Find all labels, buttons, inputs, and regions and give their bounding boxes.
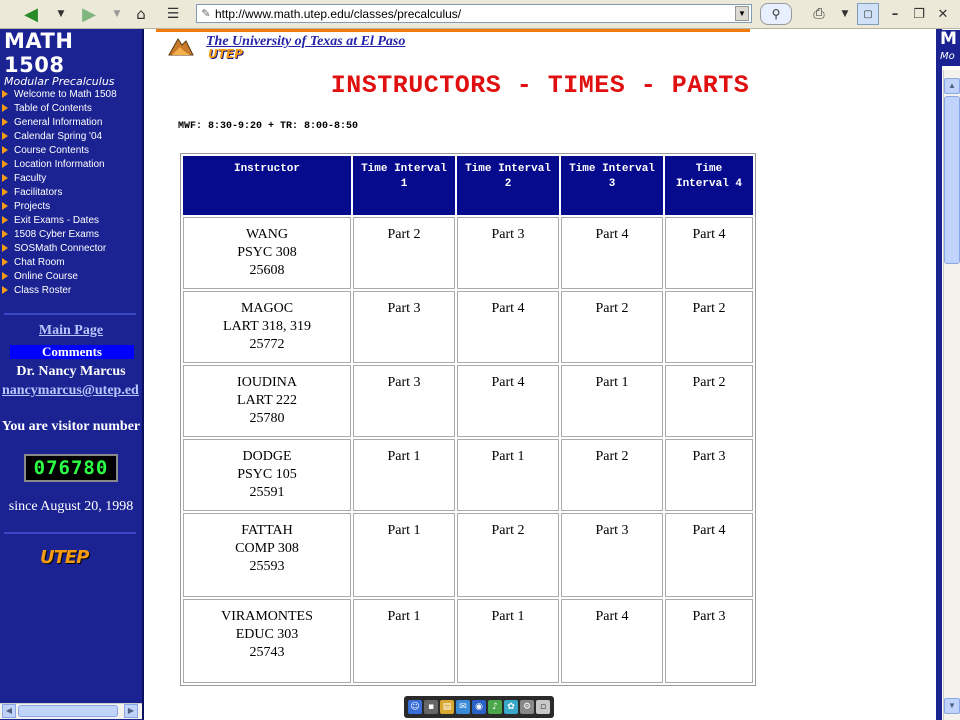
university-name[interactable]: The University of Texas at El Paso <box>206 34 406 49</box>
sidebar-nav-label: Exit Exams - Dates <box>14 214 100 226</box>
nav-arrow-icon <box>2 272 8 280</box>
scroll-thumb[interactable] <box>944 96 960 264</box>
part-cell-interval-2: Part 4 <box>457 291 559 363</box>
sidebar-nav-label: Class Roster <box>14 284 72 296</box>
table-row <box>183 217 753 289</box>
instructor-room: COMP 308 <box>235 541 299 556</box>
part-cell-interval-4: Part 2 <box>665 291 753 363</box>
part-cell-interval-4: Part 4 <box>665 513 753 597</box>
instructor-cell <box>183 365 351 437</box>
trash-icon[interactable]: ▫ <box>536 700 550 714</box>
instructor-name: VIRAMONTES <box>221 609 313 624</box>
part-cell-interval-4: Part 3 <box>665 439 753 511</box>
instructor-code: 25772 <box>249 337 285 352</box>
sidebar-nav-item[interactable] <box>2 269 142 283</box>
restore-icon[interactable]: ❐ <box>913 6 925 22</box>
table-row <box>183 439 753 511</box>
search-icon[interactable]: ⚲ <box>760 3 792 25</box>
part-cell-interval-1: Part 1 <box>353 439 455 511</box>
settings-icon[interactable]: ⚙ <box>520 700 534 714</box>
sidebar-nav-label: Table of Contents <box>14 102 92 114</box>
part-cell-interval-1: Part 2 <box>353 217 455 289</box>
sidebar-nav-label: Chat Room <box>14 256 65 268</box>
sidebar-nav-label: Facilitators <box>14 186 63 198</box>
sidebar-nav-item[interactable] <box>2 199 142 213</box>
table-row <box>183 599 753 683</box>
nav-arrow-icon <box>2 90 8 98</box>
main-content <box>144 29 936 720</box>
browser-icon[interactable]: ◉ <box>472 700 486 714</box>
sidebar-nav-item[interactable] <box>2 171 142 185</box>
part-cell-interval-2: Part 2 <box>457 513 559 597</box>
sidebar-nav-label: General Information <box>14 116 103 128</box>
instructor-cell <box>183 291 351 363</box>
page-icon: ✎ <box>201 7 211 20</box>
scroll-down-icon[interactable]: ▼ <box>944 698 960 714</box>
part-cell-interval-3: Part 3 <box>561 513 663 597</box>
nav-arrow-icon <box>2 202 8 210</box>
instructor-name: WANG <box>246 227 288 242</box>
part-cell-interval-3: Part 4 <box>561 599 663 683</box>
nav-arrow-icon <box>2 244 8 252</box>
author-name: Dr. Nancy Marcus <box>16 364 126 379</box>
nav-arrow-icon <box>2 118 8 126</box>
utep-wordmark: UTEP <box>208 47 243 61</box>
nav-arrow-icon <box>2 104 8 112</box>
part-cell-interval-1: Part 1 <box>353 599 455 683</box>
browser-toolbar <box>0 0 960 29</box>
sidebar-nav-item[interactable] <box>2 241 142 255</box>
home-icon[interactable]: ⌂ <box>136 5 146 23</box>
sidebar-nav-item[interactable] <box>2 157 142 171</box>
table-row <box>183 365 753 437</box>
print-icon[interactable]: ⎙ <box>813 6 825 22</box>
mail-icon[interactable]: ✉ <box>456 700 470 714</box>
sidebar-nav <box>2 87 142 297</box>
sidebar-nav-label: SOSMath Connector <box>14 242 107 254</box>
photo-icon[interactable]: ✿ <box>504 700 518 714</box>
sidebar-nav-label: Location Information <box>14 158 105 170</box>
scroll-up-icon[interactable]: ▲ <box>944 78 960 94</box>
address-bar[interactable] <box>196 4 752 23</box>
instructor-cell <box>183 217 351 289</box>
folder-icon[interactable]: ▤ <box>440 700 454 714</box>
sidebar-nav-item[interactable] <box>2 129 142 143</box>
instructor-name: MAGOC <box>240 301 294 316</box>
course-logo <box>4 29 140 87</box>
instructor-room: LART 222 <box>237 393 297 408</box>
finder-icon[interactable]: ☺ <box>408 700 422 714</box>
sidebar-nav-item[interactable] <box>2 101 142 115</box>
right-logo-title: M <box>940 30 957 49</box>
address-text[interactable]: http://www.math.utep.edu/classes/precalculus/ <box>215 6 462 21</box>
sidebar-nav-item[interactable] <box>2 213 142 227</box>
instructor-name: DODGE <box>242 449 292 464</box>
sidebar-nav-label: 1508 Cyber Exams <box>14 228 100 240</box>
right-frame-logo <box>940 30 960 66</box>
part-cell-interval-3: Part 2 <box>561 439 663 511</box>
instructor-code: 25743 <box>249 645 285 660</box>
sidebar-horizontal-scrollbar[interactable] <box>0 703 142 719</box>
instructor-room: PSYC 308 <box>237 245 297 260</box>
nav-arrow-icon <box>2 230 8 238</box>
main-page-link[interactable]: Main Page <box>38 323 104 338</box>
nav-arrow-icon <box>2 174 8 182</box>
instructor-name: FATTAH <box>241 523 293 538</box>
sidebar-toggle-icon[interactable]: ▢ <box>857 3 879 25</box>
sidebar-nav-label: Projects <box>14 200 51 212</box>
divider <box>4 313 136 315</box>
part-cell-interval-2: Part 4 <box>457 365 559 437</box>
music-icon[interactable]: ♪ <box>488 700 502 714</box>
address-dropdown-icon[interactable]: ▼ <box>735 6 749 21</box>
table-row <box>183 291 753 363</box>
scroll-left-icon[interactable]: ◀ <box>2 704 16 718</box>
part-cell-interval-3: Part 4 <box>561 217 663 289</box>
sidebar-nav-label: Course Contents <box>14 144 90 156</box>
sidebar-nav-item[interactable] <box>2 143 142 157</box>
utep-seal-icon <box>166 35 196 61</box>
nav-arrow-icon <box>2 160 8 168</box>
nav-arrow-icon <box>2 188 8 196</box>
part-cell-interval-4: Part 3 <box>665 599 753 683</box>
instructor-code: 25608 <box>249 263 285 278</box>
visitor-text: You are visitor number <box>1 419 141 434</box>
instructor-code: 25780 <box>249 411 285 426</box>
part-cell-interval-3: Part 2 <box>561 291 663 363</box>
header-rule <box>156 29 750 32</box>
part-cell-interval-3: Part 1 <box>561 365 663 437</box>
sidebar-nav-label: Faculty <box>14 172 47 184</box>
visitor-counter: 076780 <box>24 454 118 482</box>
header-instructor: Instructor <box>183 156 351 215</box>
scroll-thumb[interactable] <box>18 705 118 717</box>
right-frame <box>936 29 942 720</box>
table-row <box>183 513 753 597</box>
close-icon[interactable]: ✕ <box>937 6 949 22</box>
instructor-name: IOUDINA <box>237 375 297 390</box>
part-cell-interval-1: Part 1 <box>353 513 455 597</box>
schedule-text: MWF: 8:30-9:20 + TR: 8:00-8:50 <box>178 121 359 132</box>
sidebar-nav-item[interactable] <box>2 87 142 101</box>
nav-arrow-icon <box>2 258 8 266</box>
sidebar-nav-label: Welcome to Math 1508 <box>14 88 117 100</box>
minimize-icon[interactable]: – <box>891 6 899 22</box>
instructor-cell <box>183 599 351 683</box>
vertical-scrollbar[interactable] <box>943 70 960 720</box>
since-text: since August 20, 1998 <box>8 499 134 514</box>
author-email-link[interactable]: nancymarcus@utep.ed <box>2 383 139 398</box>
part-cell-interval-2: Part 1 <box>457 439 559 511</box>
table-header-row <box>183 156 753 215</box>
table-body <box>183 217 753 683</box>
part-cell-interval-2: Part 3 <box>457 217 559 289</box>
part-cell-interval-2: Part 1 <box>457 599 559 683</box>
sidebar-nav-item[interactable] <box>2 185 142 199</box>
instructor-code: 25591 <box>249 485 285 500</box>
nav-arrow-icon <box>2 146 8 154</box>
nav-arrow-icon <box>2 286 8 294</box>
sidebar-nav-label: Calendar Spring '04 <box>14 130 103 142</box>
course-logo-subtitle: Modular Precalculus <box>4 75 115 88</box>
header-time-interval-3: Time Interval 3 <box>561 156 663 215</box>
comments-link[interactable]: Comments <box>10 345 134 359</box>
nav-arrow-icon <box>2 132 8 140</box>
utep-logo[interactable]: UTEP <box>40 547 89 568</box>
forward-arrow-icon[interactable]: ▶ <box>82 3 96 25</box>
print-dropdown-icon[interactable]: ▼ <box>841 9 849 19</box>
instructor-code: 25593 <box>249 559 285 574</box>
dock <box>404 696 554 718</box>
back-arrow-icon[interactable]: ◀ <box>24 3 38 25</box>
sidebar-nav-item[interactable] <box>2 255 142 269</box>
instructor-cell <box>183 439 351 511</box>
page-title: INSTRUCTORS - TIMES - PARTS <box>330 71 750 100</box>
header-time-interval-4: Time Interval 4 <box>665 156 753 215</box>
forward-dropdown-icon[interactable]: ▼ <box>113 9 121 19</box>
instructor-room: LART 318, 319 <box>223 319 311 334</box>
part-cell-interval-1: Part 3 <box>353 365 455 437</box>
instructor-room: EDUC 303 <box>235 627 299 642</box>
right-logo-subtitle: Mo <box>940 51 955 62</box>
instructor-table <box>180 153 756 686</box>
header-time-interval-1: Time Interval 1 <box>353 156 455 215</box>
back-dropdown-icon[interactable]: ▼ <box>57 9 65 19</box>
nav-arrow-icon <box>2 216 8 224</box>
header-time-interval-2: Time Interval 2 <box>457 156 559 215</box>
sidebar-nav-label: Online Course <box>14 270 78 282</box>
sidebar <box>0 29 144 720</box>
history-icon[interactable]: ☰ <box>166 6 180 22</box>
part-cell-interval-1: Part 3 <box>353 291 455 363</box>
part-cell-interval-4: Part 2 <box>665 365 753 437</box>
instructor-room: PSYC 105 <box>237 467 297 482</box>
instructor-cell <box>183 513 351 597</box>
course-logo-title: MATH 1508 <box>4 29 74 77</box>
sidebar-nav-item[interactable] <box>2 115 142 129</box>
part-cell-interval-4: Part 4 <box>665 217 753 289</box>
scroll-right-icon[interactable]: ▶ <box>124 704 138 718</box>
sidebar-nav-item[interactable] <box>2 227 142 241</box>
app-icon[interactable]: ▪ <box>424 700 438 714</box>
divider <box>4 532 136 534</box>
sidebar-nav-item[interactable] <box>2 283 142 297</box>
